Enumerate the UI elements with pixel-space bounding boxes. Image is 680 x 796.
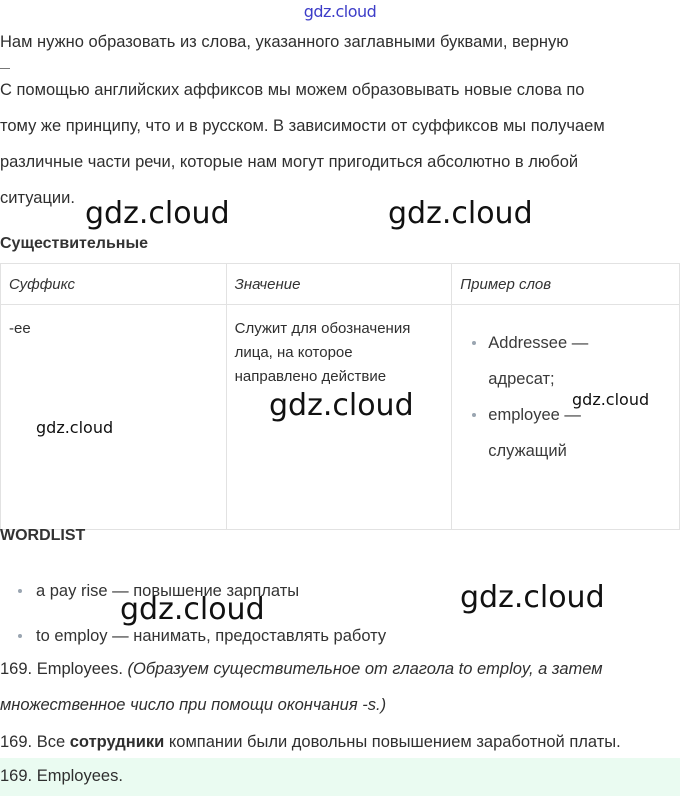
site-brand[interactable]: gdz.cloud (303, 2, 377, 21)
meaning-line: Служит для обозначения (234, 320, 411, 337)
suffix-cell: -ee (1, 305, 227, 530)
watermark: gdz.cloud (36, 418, 114, 437)
meaning-line: лица, на которое (234, 344, 353, 361)
list-item: a pay rise — повышение зарплаты (36, 575, 386, 620)
table-header-examples: Пример слов (452, 264, 680, 305)
intro-paragraph-line-1: С помощью английских аффиксов мы можем образовывать новые слова по (0, 81, 585, 99)
list-item: to employ — нанимать, предоставлять работу (36, 620, 386, 665)
sentence-keyword: сотрудники (69, 733, 165, 751)
sentence-suffix: компании были довольны повышением заработной платы. (168, 733, 621, 751)
meaning-line: направлено действие (234, 368, 387, 385)
sentence-prefix: 169. Все (0, 733, 66, 751)
intro-paragraph-line-4: ситуации. (0, 189, 75, 207)
solution-note-line-2: множественное число при помощи окончания -s.) (0, 696, 387, 714)
list-item: employee — (488, 397, 679, 433)
watermark: gdz.cloud (572, 390, 650, 409)
cropped-text-fragment (0, 66, 250, 76)
wordlist-heading: WORDLIST (0, 527, 86, 544)
watermark: gdz.cloud (460, 580, 605, 615)
intro-paragraph-line-3: различные части речи, которые нам могут пригодиться абсолютно в любой (0, 153, 579, 171)
nouns-heading: Существительные (0, 235, 149, 252)
watermark: gdz.cloud (388, 196, 533, 231)
intro-paragraph-line-2: тому же принципу, что и в русском. В зависимости от суффиксов мы получаем (0, 117, 605, 135)
watermark: gdz.cloud (120, 592, 265, 627)
examples-cell (452, 305, 680, 530)
table-header-suffix: Суффикс (1, 264, 227, 305)
list-item: Addressee — (488, 325, 679, 361)
solution-number: 169. Employees. (0, 660, 123, 678)
watermark: gdz.cloud (85, 196, 230, 231)
table-header-meaning: Значение (226, 264, 452, 305)
list-item-continuation: служащий (488, 442, 567, 460)
list-item-continuation: адресат; (488, 370, 555, 388)
intro-line-1: Нам нужно образовать из слова, указанного заглавными буквами, верную (0, 33, 569, 51)
table-header-row (1, 264, 680, 305)
solution-explanation (0, 660, 675, 679)
solution-sentence (0, 733, 675, 752)
final-answer: 169. Employees. (0, 767, 123, 785)
solution-note: (Образуем существительное от глагола to employ, а затем (127, 660, 603, 678)
watermark: gdz.cloud (269, 388, 414, 423)
